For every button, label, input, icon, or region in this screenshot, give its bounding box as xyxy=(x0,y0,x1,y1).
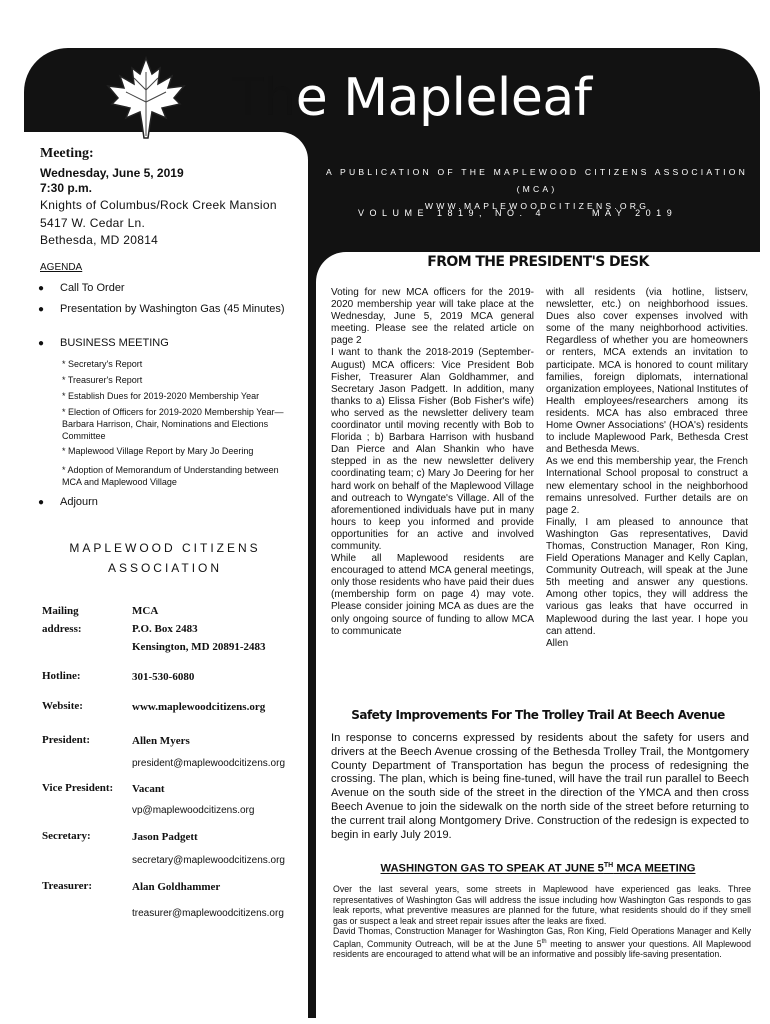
secretary-email[interactable]: secretary@maplewoodcitizens.org xyxy=(132,855,285,866)
title-part-dark: Th xyxy=(232,68,296,128)
desk-paragraph: I want to thank the 2018-2019 (September-August) MCA officers: Vice President Bob Fisher, Treasurer Alan Goldhammer, and Secretary Jason Padgett. In addition, many thanks to a) Elissa Fisher (Bob Fisher's wife) who served as the newsletter delivery team coordinator until moving recently with Bob to Florida ; b) Barbara Harrison with husband Dan Pierce and Alan Shankin who have stepped in as the new newsletter delivery coordinating team; c) Mary Jo Deering for her hard work on behalf of the Maplewood Village and outreach to Wyngate's Village. All of the aforementioned individuals have put in many hours to keep you informed and provide opportunities for an active and involved community. xyxy=(331,347,534,552)
treasurer-name: Alan Goldhammer xyxy=(132,881,221,893)
vp-label: Vice President: xyxy=(42,782,114,794)
volume-label: VOLUME 1819, NO. 4 xyxy=(358,208,547,218)
association-heading: MAPLEWOOD CITIZENS ASSOCIATION xyxy=(69,541,261,575)
agenda-sub-item: * Election of Officers for 2019-2020 Membership Year—Barbara Harrison, Chair, Nominations and Elections Committee xyxy=(62,407,284,441)
title-part-light: e Mapleleaf xyxy=(295,68,592,128)
hotline-label: Hotline: xyxy=(42,670,81,682)
meeting-label: Meeting: xyxy=(40,146,94,161)
desk-paragraph: Voting for new MCA officers for the 2019-2020 membership year will take place at the Wednesday, June 5, 2019 MCA general meeting. Please see the related article on page 2 xyxy=(331,287,534,347)
treasurer-label: Treasurer: xyxy=(42,880,93,892)
presidents-desk-heading: FROM THE PRESIDENT'S DESK xyxy=(427,254,649,270)
secretary-name: Jason Padgett xyxy=(132,831,198,843)
publication-text: A PUBLICATION OF THE MAPLEWOOD CITIZENS ASSOCIATION (MCA) xyxy=(325,167,748,194)
agenda-sub-item: * Secretary's Report xyxy=(62,359,143,369)
safety-heading: Safety Improvements For The Trolley Trail At Beech Avenue xyxy=(351,708,725,722)
treasurer-email[interactable]: treasurer@maplewoodcitizens.org xyxy=(132,908,284,919)
meeting-date: Wednesday, June 5, 2019 xyxy=(40,166,184,180)
vp-name: Vacant xyxy=(132,783,165,795)
maple-leaf-icon xyxy=(96,52,196,140)
gas-heading: WASHINGTON GAS TO SPEAK AT JUNE 5TH MCA MEETING xyxy=(380,862,696,875)
gas-paragraph: David Thomas, Construction Manager for Washington Gas, Ron King, Field Operations Manager and Kelly Caplan, Community Outreach, will be at the June 5th meeting to answer your questions. All Maplewood residents are encouraged to attend what will be an informative and possibly life-saving presentation. xyxy=(333,926,751,960)
agenda-sub-item: * Maplewood Village Report by Mary Jo Deering xyxy=(62,446,254,456)
agenda-heading: AGENDA xyxy=(40,262,83,273)
desk-paragraph: Finally, I am pleased to announce that Washington Gas representatives, David Thomas, Construction Manager, Ron King, Field Operations Manager and Kelly Caplan, Community Outreach, will speak at the June 5th meeting and answer any questions. Among other topics, they will address the various gas leaks that have occurred in Maplewood during the last year. I hope you can attend. xyxy=(546,516,748,637)
meeting-street: 5417 W. Cedar Ln. xyxy=(40,216,146,230)
desk-column-right xyxy=(546,287,748,650)
vp-email[interactable]: vp@maplewoodcitizens.org xyxy=(132,805,255,816)
agenda-sub-item: * Treasurer's Report xyxy=(62,375,143,385)
gas-body xyxy=(333,884,751,960)
desk-column-left xyxy=(331,287,534,638)
president-label: President: xyxy=(42,734,91,746)
desk-signature: Allen xyxy=(546,637,569,649)
meeting-time: 7:30 p.m. xyxy=(40,181,93,195)
meeting-city: Bethesda, MD 20814 xyxy=(40,233,159,247)
safety-body: In response to concerns expressed by residents about the safety for users and drivers at the Beech Avenue crossing of the Bethesda Trolley Trail, the Montgomery County Department of Transportation has begun the process of redesigning the crossing. The plan, which is being fine-tuned, will have the trail run parallel to Beech Avenue on the south side of the street in the direction of the YMCA and then cross Beech Avenue to join the sidewalk on the north side of the street before returning to the current trail along Montgomery Drive. Construction of the redesign is expected to begin in early July 2019. xyxy=(331,732,749,841)
agenda-sub-item: * Establish Dues for 2019-2020 Membership Year xyxy=(62,391,260,401)
issue-date: MAY 2019 xyxy=(592,208,678,218)
mailing-label: Mailing address: xyxy=(42,605,82,635)
hotline-number: 301-530-6080 xyxy=(132,671,195,683)
newsletter-title xyxy=(232,68,592,128)
secretary-label: Secretary: xyxy=(42,830,91,842)
gas-paragraph: Over the last several years, some streets in Maplewood have experienced gas leaks. Three representatives of Washington Gas will address the issue including how Washington Gas responds to gas leak reports, what preventive measures are planned for the future, what residents should do if they smell gas or suspect a leak and street repair issues after the leaks are fixed. xyxy=(333,884,751,926)
president-email[interactable]: president@maplewoodcitizens.org xyxy=(132,758,286,769)
desk-paragraph: As we end this membership year, the French International School proposal to construct a new elementary school in the neighborhood remains unresolved. Further details are on page 2. xyxy=(546,456,748,516)
publication-website: WWW.MAPLEWOODCITIZENS.ORG xyxy=(424,201,650,211)
meeting-place: Knights of Columbus/Rock Creek Mansion xyxy=(40,198,277,212)
website-link[interactable]: www.maplewoodcitizens.org xyxy=(132,701,266,713)
desk-paragraph: with all residents (via hotline, listserv, newsletter, etc.) on neighborhood issues. Dues also cover expenses involved with some of the many neighborhood activities. Regardless of whether you are homeowners or renters, MCA extends an invitation to participate. MCA is honored to count military families, foreign diplomats, international organization employees, National Institutes of Health employees/researchers among its residents. MCA has also embraced three Home Owner Associations' (HOA's) residents to include Maplewood Park, Bethesda Crest and Bethesda Mews. xyxy=(546,287,748,456)
website-label: Website: xyxy=(42,700,83,712)
agenda-sub-item: * Adoption of Memorandum of Understanding between MCA and Maplewood Village xyxy=(62,465,279,487)
mailing-address: MCA P.O. Box 2483 Kensington, MD 20891-2483 xyxy=(132,605,266,653)
desk-paragraph: While all Maplewood residents are encouraged to attend MCA general meetings, only those residents who have paid their dues (membership form on page 4) may vote. Please consider joining MCA as dues are the only ongoing source of funding to allow MCA to communicate xyxy=(331,553,534,637)
president-name: Allen Myers xyxy=(132,735,190,747)
